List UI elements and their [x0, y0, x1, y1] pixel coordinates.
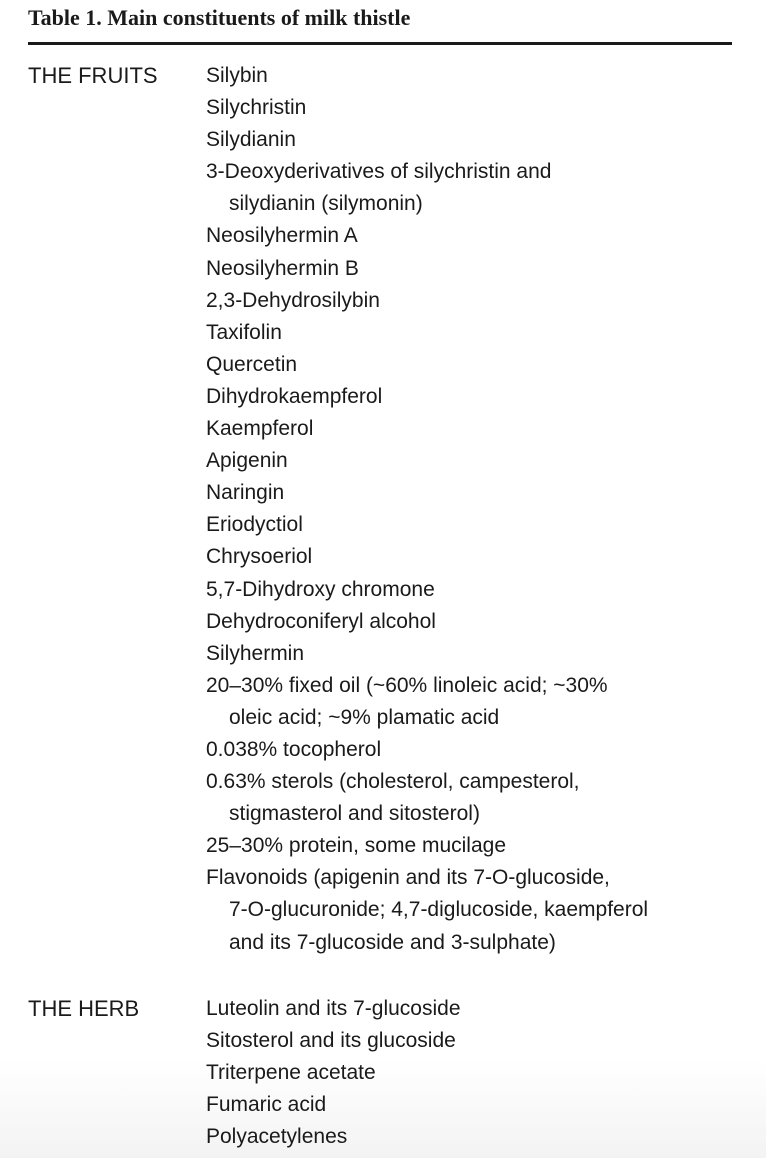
constituent-text: Silydianin — [206, 128, 296, 152]
constituent-item — [206, 1057, 746, 1089]
constituent-text: Naringin — [206, 481, 285, 505]
constituent-text: Silybin — [206, 64, 268, 87]
constituent-text: 5,7-Dihydroxy chromone — [206, 577, 435, 601]
constituent-text: Fumaric acid — [206, 1093, 327, 1117]
constituent-item — [206, 285, 746, 317]
constituent-text-continued: silydianin (silymonin) — [229, 192, 423, 216]
constituent-item — [206, 993, 746, 1025]
constituent-item — [206, 124, 746, 156]
constituent-text: Silyhermin — [206, 641, 305, 665]
constituent-list-fruits — [206, 60, 746, 959]
constituent-text-continued: oleic acid; ~9% plamatic acid — [229, 705, 500, 729]
constituent-item — [206, 156, 746, 220]
constituent-item — [206, 830, 746, 862]
constituent-item — [206, 541, 746, 573]
constituent-item — [206, 509, 746, 541]
constituent-item — [206, 1025, 746, 1057]
constituent-text: 0.038% tocopherol — [206, 737, 382, 761]
constituent-item — [206, 60, 746, 92]
constituent-text: 20–30% fixed oil (~60% linoleic acid; ~30% — [206, 673, 608, 697]
constituent-text: 3-Deoxyderivatives of silychristin and — [206, 160, 552, 184]
constituent-text: Polyacetylenes — [206, 1125, 348, 1149]
constituent-text: Quercetin — [206, 352, 298, 376]
constituent-item — [206, 766, 746, 830]
constituent-text: Apigenin — [206, 449, 288, 473]
constituent-item — [206, 317, 746, 349]
constituent-text: 2,3-Dehydrosilybin — [206, 288, 380, 312]
constituent-item — [206, 606, 746, 638]
constituent-item — [206, 477, 746, 509]
constituent-item — [206, 734, 746, 766]
constituent-text-continued: and its 7-glucoside and 3-sulphate) — [229, 930, 556, 954]
section-label-fruits: THE FRUITS — [28, 63, 158, 88]
constituent-item — [206, 445, 746, 477]
constituent-item — [206, 574, 746, 606]
constituent-text-continued: stigmasterol and sitosterol) — [229, 802, 480, 826]
constituent-item — [206, 92, 746, 124]
constituent-text: Taxifolin — [206, 320, 282, 344]
constituent-item — [206, 381, 746, 413]
constituent-text: Eriodyctiol — [206, 513, 303, 537]
constituent-item — [206, 638, 746, 670]
constituent-item — [206, 670, 746, 734]
title-rule — [28, 42, 732, 45]
constituent-text: 25–30% protein, some mucilage — [206, 834, 507, 858]
constituent-text-continued: 7-O-glucuronide; 4,7-diglucoside, kaempferol — [229, 898, 649, 922]
constituent-text: Sitosterol and its glucoside — [206, 1029, 456, 1053]
constituent-item — [206, 1089, 746, 1121]
constituent-list-herb — [206, 993, 746, 1153]
constituent-item — [206, 220, 746, 252]
constituent-text: Flavonoids (apigenin and its 7-O-glucoside, — [206, 866, 610, 890]
constituent-item — [206, 862, 746, 958]
constituent-item — [206, 1121, 746, 1153]
constituent-item — [206, 349, 746, 381]
table-title: Table 1. Main constituents of milk thistle — [28, 5, 411, 30]
constituent-item — [206, 253, 746, 285]
constituent-text: Neosilyhermin B — [206, 256, 359, 280]
constituent-text: Kaempferol — [206, 417, 314, 441]
constituent-text: Neosilyhermin A — [206, 224, 358, 248]
section-label-herb: THE HERB — [28, 996, 140, 1021]
constituent-text: Luteolin and its 7-glucoside — [206, 997, 461, 1020]
constituent-text: Chrysoeriol — [206, 545, 313, 569]
constituent-text: Triterpene acetate — [206, 1061, 376, 1085]
constituent-text: Dihydrokaempferol — [206, 384, 383, 408]
constituent-text: 0.63% sterols (cholesterol, campesterol, — [206, 770, 580, 794]
constituent-text: Dehydroconiferyl alcohol — [206, 609, 436, 633]
constituent-item — [206, 413, 746, 445]
constituent-text: Silychristin — [206, 96, 307, 120]
